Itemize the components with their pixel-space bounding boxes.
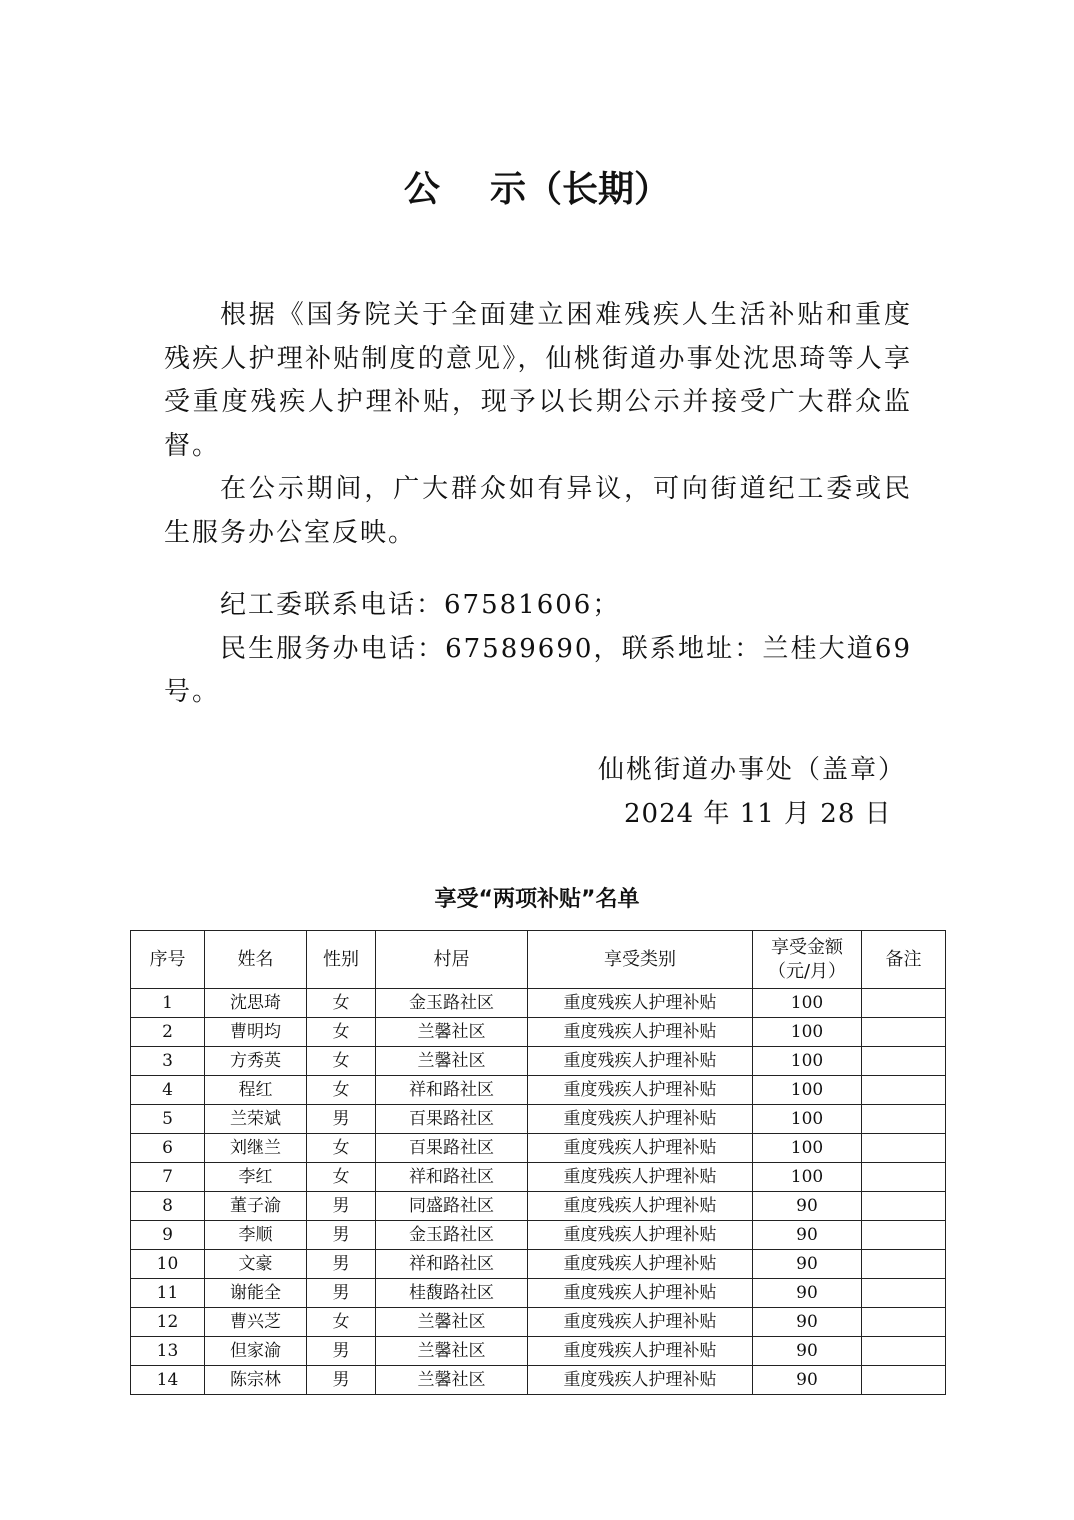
cell-name: 兰荣斌 <box>205 1105 307 1134</box>
cell-category: 重度残疾人护理补贴 <box>528 1366 753 1395</box>
table-row <box>131 989 946 1018</box>
cell-gender: 女 <box>307 989 376 1018</box>
table-row <box>131 1047 946 1076</box>
issue-date: 2024 年 11 月 28 日 <box>624 799 892 829</box>
cell-name: 方秀英 <box>205 1047 307 1076</box>
table-header-row <box>131 931 946 989</box>
cell-gender: 女 <box>307 1047 376 1076</box>
cell-amount: 100 <box>753 1047 862 1076</box>
cell-amount: 100 <box>753 1076 862 1105</box>
issuer-signature: 仙桃街道办事处（盖章） <box>598 755 907 785</box>
list-title: 享受“两项补贴”名单 <box>434 887 640 912</box>
cell-amount: 90 <box>753 1279 862 1308</box>
cell-category: 重度残疾人护理补贴 <box>528 1308 753 1337</box>
cell-gender: 女 <box>307 1134 376 1163</box>
header-amount <box>753 931 862 989</box>
notice-paragraph-basis: 根据《国务院关于全面建立困难残疾人生活补贴和重度残疾人护理补贴制度的意见》，仙桃街道办事处沈思琦等人享受重度残疾人护理补贴，现予以长期公示并接受广大群众监督。 <box>164 300 912 461</box>
cell-amount: 90 <box>753 1192 862 1221</box>
cell-name: 沈思琦 <box>205 989 307 1018</box>
cell-index: 7 <box>131 1163 205 1192</box>
cell-name: 李红 <box>205 1163 307 1192</box>
cell-community: 兰馨社区 <box>376 1308 528 1337</box>
cell-remark <box>862 1279 946 1308</box>
header-gender: 性别 <box>307 931 376 989</box>
cell-name: 李顺 <box>205 1221 307 1250</box>
cell-remark <box>862 989 946 1018</box>
header-category: 享受类别 <box>528 931 753 989</box>
cell-index: 9 <box>131 1221 205 1250</box>
notice-body <box>164 294 912 555</box>
table-row <box>131 1018 946 1047</box>
cell-category: 重度残疾人护理补贴 <box>528 1279 753 1308</box>
cell-category: 重度残疾人护理补贴 <box>528 1163 753 1192</box>
table-row <box>131 1366 946 1395</box>
cell-community: 桂馥路社区 <box>376 1279 528 1308</box>
cell-community: 祥和路社区 <box>376 1250 528 1279</box>
cell-category: 重度残疾人护理补贴 <box>528 1134 753 1163</box>
cell-index: 2 <box>131 1018 205 1047</box>
cell-name: 程红 <box>205 1076 307 1105</box>
table-row <box>131 1221 946 1250</box>
cell-gender: 女 <box>307 1308 376 1337</box>
cell-index: 13 <box>131 1337 205 1366</box>
cell-community: 兰馨社区 <box>376 1366 528 1395</box>
cell-amount: 90 <box>753 1250 862 1279</box>
cell-gender: 男 <box>307 1192 376 1221</box>
cell-name: 但家渝 <box>205 1337 307 1366</box>
cell-remark <box>862 1221 946 1250</box>
cell-category: 重度残疾人护理补贴 <box>528 1018 753 1047</box>
cell-amount: 90 <box>753 1366 862 1395</box>
notice-title: 公 示（长期） <box>403 169 671 210</box>
cell-index: 10 <box>131 1250 205 1279</box>
cell-gender: 女 <box>307 1163 376 1192</box>
table-row <box>131 1076 946 1105</box>
cell-remark <box>862 1047 946 1076</box>
table-row <box>131 1279 946 1308</box>
cell-gender: 女 <box>307 1018 376 1047</box>
notice-paragraph-objection: 在公示期间，广大群众如有异议，可向街道纪工委或民生服务办公室反映。 <box>164 474 912 548</box>
cell-remark <box>862 1163 946 1192</box>
cell-category: 重度残疾人护理补贴 <box>528 1076 753 1105</box>
table-row <box>131 1105 946 1134</box>
cell-community: 祥和路社区 <box>376 1076 528 1105</box>
table-row <box>131 1308 946 1337</box>
cell-remark <box>862 1337 946 1366</box>
header-amount-line1: 享受金额 <box>771 936 843 958</box>
cell-category: 重度残疾人护理补贴 <box>528 989 753 1018</box>
cell-category: 重度残疾人护理补贴 <box>528 1250 753 1279</box>
cell-gender: 男 <box>307 1221 376 1250</box>
cell-remark <box>862 1076 946 1105</box>
cell-category: 重度残疾人护理补贴 <box>528 1105 753 1134</box>
cell-remark <box>862 1192 946 1221</box>
cell-community: 金玉路社区 <box>376 989 528 1018</box>
table-row <box>131 1163 946 1192</box>
cell-index: 4 <box>131 1076 205 1105</box>
header-community: 村居 <box>376 931 528 989</box>
cell-amount: 100 <box>753 989 862 1018</box>
cell-remark <box>862 1366 946 1395</box>
cell-gender: 男 <box>307 1250 376 1279</box>
contact-block <box>164 584 912 715</box>
cell-community: 兰馨社区 <box>376 1337 528 1366</box>
header-name: 姓名 <box>205 931 307 989</box>
cell-index: 8 <box>131 1192 205 1221</box>
cell-name: 文豪 <box>205 1250 307 1279</box>
contact-service-office: 民生服务办电话：67589690，联系地址：兰桂大道69号。 <box>164 633 912 707</box>
subsidy-list-table <box>130 930 946 1395</box>
cell-category: 重度残疾人护理补贴 <box>528 1221 753 1250</box>
cell-gender: 女 <box>307 1076 376 1105</box>
cell-community: 兰馨社区 <box>376 1018 528 1047</box>
cell-community: 同盛路社区 <box>376 1192 528 1221</box>
cell-amount: 100 <box>753 1163 862 1192</box>
cell-remark <box>862 1250 946 1279</box>
table-row <box>131 1250 946 1279</box>
cell-name: 曹明均 <box>205 1018 307 1047</box>
table-row <box>131 1134 946 1163</box>
cell-community: 百果路社区 <box>376 1134 528 1163</box>
cell-name: 董子渝 <box>205 1192 307 1221</box>
cell-community: 百果路社区 <box>376 1105 528 1134</box>
cell-category: 重度残疾人护理补贴 <box>528 1192 753 1221</box>
cell-amount: 90 <box>753 1337 862 1366</box>
cell-name: 谢能全 <box>205 1279 307 1308</box>
cell-amount: 100 <box>753 1105 862 1134</box>
cell-remark <box>862 1308 946 1337</box>
cell-index: 14 <box>131 1366 205 1395</box>
cell-index: 12 <box>131 1308 205 1337</box>
cell-gender: 男 <box>307 1337 376 1366</box>
cell-gender: 男 <box>307 1279 376 1308</box>
table-row <box>131 1192 946 1221</box>
table-body <box>131 989 946 1395</box>
cell-community: 兰馨社区 <box>376 1047 528 1076</box>
contact-discipline-phone: 纪工委联系电话：67581606； <box>220 590 621 620</box>
cell-community: 金玉路社区 <box>376 1221 528 1250</box>
cell-amount: 100 <box>753 1134 862 1163</box>
cell-name: 曹兴芝 <box>205 1308 307 1337</box>
cell-amount: 100 <box>753 1018 862 1047</box>
header-amount-line2: （元/月） <box>767 960 847 982</box>
cell-index: 11 <box>131 1279 205 1308</box>
cell-amount: 90 <box>753 1221 862 1250</box>
header-remark: 备注 <box>862 931 946 989</box>
cell-index: 1 <box>131 989 205 1018</box>
cell-remark <box>862 1018 946 1047</box>
cell-name: 刘继兰 <box>205 1134 307 1163</box>
cell-gender: 男 <box>307 1105 376 1134</box>
header-index: 序号 <box>131 931 205 989</box>
cell-name: 陈宗林 <box>205 1366 307 1395</box>
cell-index: 5 <box>131 1105 205 1134</box>
cell-amount: 90 <box>753 1308 862 1337</box>
cell-remark <box>862 1105 946 1134</box>
cell-index: 6 <box>131 1134 205 1163</box>
cell-index: 3 <box>131 1047 205 1076</box>
cell-category: 重度残疾人护理补贴 <box>528 1047 753 1076</box>
table-row <box>131 1337 946 1366</box>
cell-gender: 男 <box>307 1366 376 1395</box>
cell-category: 重度残疾人护理补贴 <box>528 1337 753 1366</box>
cell-remark <box>862 1134 946 1163</box>
cell-community: 祥和路社区 <box>376 1163 528 1192</box>
